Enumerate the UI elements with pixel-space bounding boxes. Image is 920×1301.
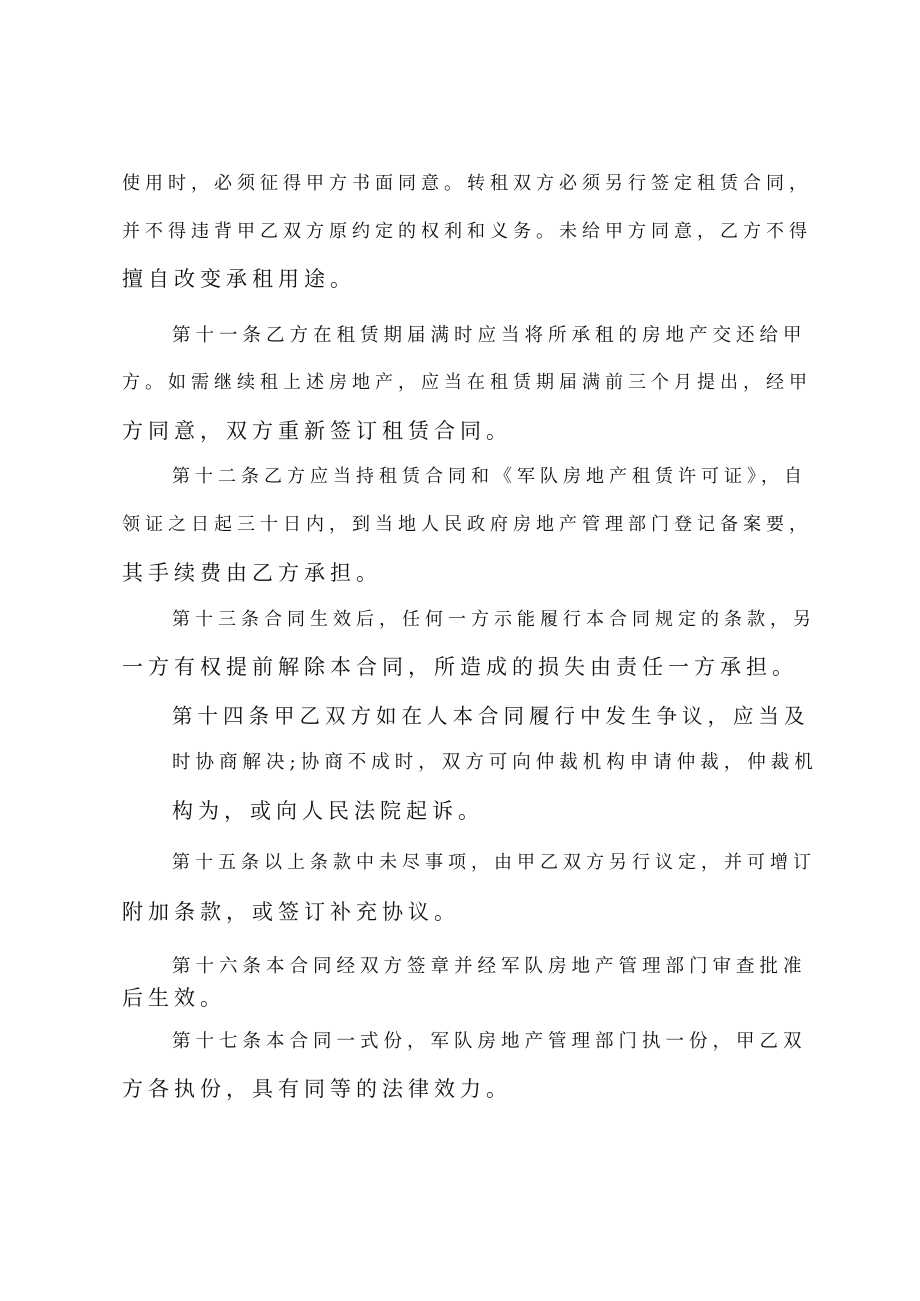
text-line: 方同意，双方重新签订租赁合同。 (122, 419, 512, 443)
text-line: 擅自改变承租用途。 (122, 267, 356, 291)
text-line: 第十一条乙方在租赁期届满时应当将所承租的房地产交还给甲 (172, 325, 807, 346)
text-line: 第十二条乙方应当持租赁合同和《军队房地产租赁许可证》，自 (172, 466, 807, 487)
text-line: 构为，或向人民法院起诉。 (172, 799, 484, 823)
text-line: 第十四条甲乙双方如在人本合同履行中发生争议，应当及 (172, 704, 810, 728)
text-line: 后生效。 (122, 986, 226, 1010)
text-line: 并不得违背甲乙双方原约定的权利和义务。未给甲方同意，乙方不得 (122, 221, 812, 242)
text-line: 第十三条合同生效后，任何一方示能履行本合同规定的条款，另 (172, 609, 816, 630)
text-line: 第十六条本合同经双方签章并经军队房地产管理部门审查批准 (172, 956, 807, 977)
text-line: 其手续费由乙方承担。 (122, 561, 382, 585)
text-line: 第十七条本合同一式份，军队房地产管理部门执一份，甲乙双 (172, 1031, 807, 1052)
text-line: 领证之日起三十日内，到当地人民政府房地产管理部门登记备案要， (122, 514, 812, 535)
text-line: 一方有权提前解除本合同，所造成的损失由责任一方承担。 (122, 655, 798, 679)
text-line: 方。如需继续租上述房地产，应当在租赁期届满前三个月提出，经甲 (122, 372, 812, 393)
text-line: 附加条款，或签订补充协议。 (122, 900, 460, 924)
text-line: 第十五条以上条款中未尽事项，由甲乙双方另行议定，并可增订 (172, 852, 816, 873)
text-line: 方各执份，具有同等的法律效力。 (122, 1077, 512, 1101)
text-line: 使用时，必须征得甲方书面同意。转租双方必须另行签定租赁合同， (122, 173, 812, 194)
text-line: 时协商解决;协商不成时，双方可向仲裁机构申请仲裁，仲裁机 (172, 752, 818, 773)
